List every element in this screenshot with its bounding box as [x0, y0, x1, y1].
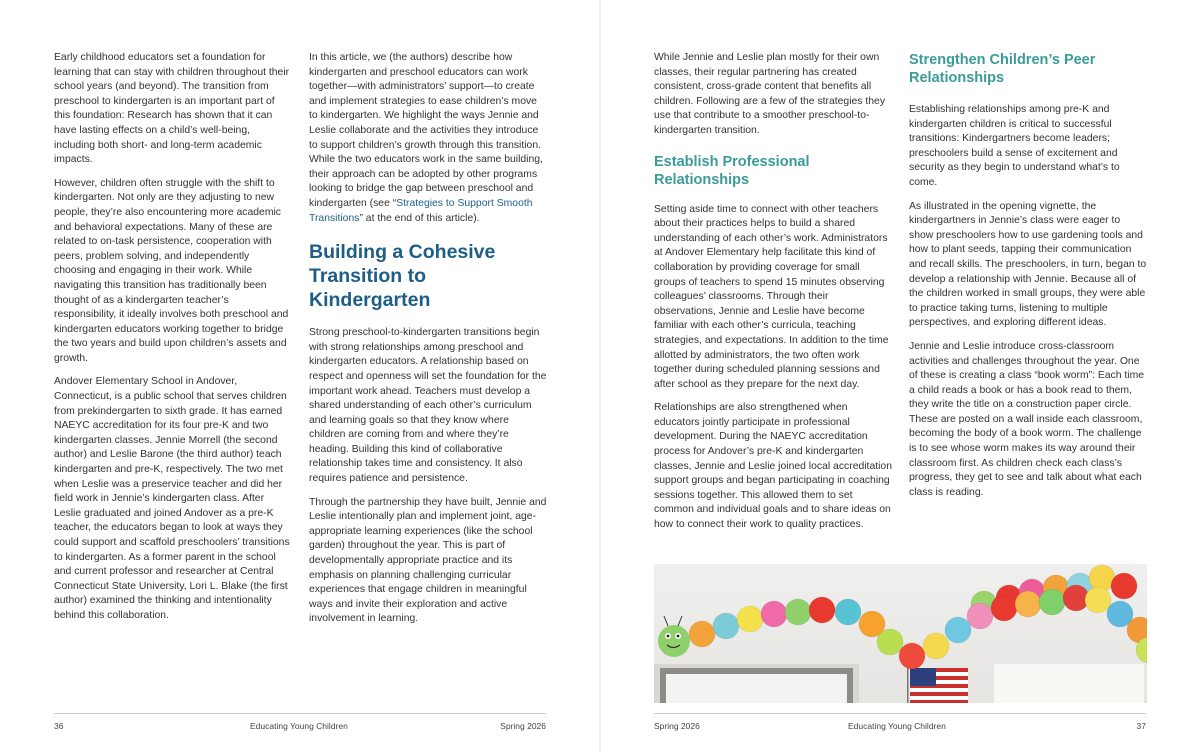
body-paragraph: Establishing relationships among pre-K and kindergarten children is critical to successful transitions: Kindergartners become leaders; preschoolers build a sense of excitement and security as they begin to understand what’s to come. [909, 104, 1120, 188]
book-worm-illustration [654, 564, 1147, 703]
worm-segment [1039, 589, 1065, 615]
worm-segment [689, 621, 715, 647]
worm-segment [991, 595, 1017, 621]
body-paragraph: Andover Elementary School in Andover, Connecticut, is a public school that serves children from prekindergarten to sixth grade. It has earned NAEYC accreditation for its four pre-K and two kindergarten classes. Jennie Morrell (the second author) and Leslie Barone (the third author) teach kindergarten and pre-K, respectively. The two met when Leslie was a preservice teacher and did her field work in Jennie’s kindergarten class. After Leslie graduated and joined Andover as a pre-K teacher, the educators began to look at ways they could support and scaffold preschoolers’ transitions to kindergarten. As a former parent in the school and current professor and researcher at Central Connecticut State University, Lori L. Blake (the first author) examined the thinking and intentionality behind this collaboration. [54, 376, 290, 621]
handprint-poster [994, 664, 1144, 703]
issue-date: Spring 2026 [500, 721, 546, 731]
worm-antenna [678, 616, 682, 626]
body-paragraph: Early childhood educators set a foundation for learning that can stay with children throughout their school years (and beyond). The transition from preschool to kindergarten is an important part of this foundation: Research has shown that it can have lasting effects on a child’s well-being, including both short- and long-term academic impacts. [54, 52, 290, 166]
worm-pupil [677, 635, 680, 638]
body-paragraph: However, children often struggle with the shift to kindergarten. Not only are they adjusting to new people, they’re also encountering more academic and behavioral expectations. Many of these are related to on-task persistence, cooperation with peers, problem solving, and independently choosing and engaging in their work. While navigating this transition has traditionally been thought of as a kindergarten teacher’s responsibility, it ideally involves both preschool and kindergarten educators working together to bridge the two years and build upon children’s assets and growth. [54, 177, 289, 364]
worm-segment [1085, 587, 1111, 613]
worm-segment [923, 633, 949, 659]
intro-text-end: ” at the end of this article). [359, 212, 480, 224]
intro-paragraph: While Jennie and Leslie plan mostly for their own classes, their regular partnering has created consistent, cross-grade content that benefits all children. Following are a few of the strategies they use that contribute to a smoother preschool-to-kindergarten transition. [654, 52, 886, 136]
right-column-2 [909, 51, 1147, 509]
worm-antenna [664, 616, 668, 626]
worm-segment [713, 613, 739, 639]
page-gutter [599, 0, 601, 752]
worm-head-circle [658, 625, 690, 657]
worm-segment [737, 606, 763, 632]
intro-text: In this article, we (the authors) describe how kindergarten and preschool educators can work together—with administrators’ support—to create and implement strategies to ease children’s move to kindergarten. We highlight the ways Jennie and Leslie collaborate and the activities they introduce to support children’s growth through this transition. While the two educators work in the same building, their approach can be adopted by other programs looking to bridge the gap between preschool and kindergarten (see “ [309, 52, 543, 209]
section-heading-professional-relationships: Establish Professional Relationships [654, 153, 810, 188]
worm-segment [877, 629, 903, 655]
worm-segment [1111, 573, 1137, 599]
body-paragraph: Strong preschool-to-kindergarten transitions begin with strong relationships among preschool and kindergarten educators. A relationship based on respect and openness will set the foundation for the important work ahead. Teachers must develop a shared understanding of each other’s curriculum and learning goals so that they know where children are coming from and where they’re heading. Building this kind of collaborative relationship takes time and consistency. It also requires patience and persistence. [309, 327, 547, 485]
body-paragraph: Relationships are also strengthened when educators jointly participate in professional development. During the NAEYC accreditation process for Andover’s pre-K and kindergarten classes, Jennie and Leslie joined local accreditation support groups and began participating in coaching sessions together. This allowed them to set common and individual goals and to share ideas on how to connect their work to quality practices. [654, 402, 892, 531]
right-page-footer [654, 713, 1146, 734]
strategies-link[interactable]: Strategies to Support Smooth Transitions [309, 197, 533, 224]
magazine-title: Educating Young Children [848, 721, 946, 731]
worm-body [689, 565, 1147, 669]
flag-stripe [910, 700, 968, 703]
magazine-title: Educating Young Children [250, 721, 348, 731]
body-paragraph: As illustrated in the opening vignette, the kindergartners in Jennie’s class were eager to show preschoolers how to use gardening tools and how to plant seeds, tapping their communication and recall skills. The preschoolers, in turn, began to develop a relationship with Jennie. Because all of the children worked in small groups, they were able to practice taking turns, listening to multiple perspectives, and exploring different ideas. [909, 200, 1147, 329]
right-column-1 [654, 51, 892, 542]
left-column-1 [54, 51, 290, 633]
body-paragraph: Setting aside time to connect with other teachers about their practices helps to build a shared understanding of each other’s work. Administrators at Andover Elementary help facilitate this kind of collaboration by providing coverage for small groups of teachers to spend 15 minutes observing colleagues’ classrooms. Through their observations, Jennie and Leslie have become familiar with each other’s curricula, teaching strategies, and expectations. In addition to the time allotted by administrators, the two often work together during scheduled planning sessions and after school as they prepare for the next day. [654, 203, 889, 390]
book-worm-photo [654, 564, 1147, 703]
body-paragraph: Through the partnership they have built, Jennie and Leslie intentionally plan and implement joint, age-appropriate learning experiences (like the school garden) throughout the year. This is part of developmentally appropriate practice and its emphasis on planning challenging curricular experiences that engage children in meaningful ways and invite their exploration and active involvement in learning. [309, 496, 547, 625]
intro-paragraph [309, 51, 547, 226]
section-heading-peer-relationships: Strengthen Children’s Peer Relationships [909, 52, 1096, 86]
issue-date: Spring 2026 [654, 721, 700, 731]
worm-pupil [667, 635, 670, 638]
section-heading-cohesive-transition: Building a Cohesive Transition to Kindergarten [309, 241, 496, 312]
worm-segment [809, 597, 835, 623]
worm-segment [785, 599, 811, 625]
worm-segment [835, 599, 861, 625]
left-column-2 [309, 51, 547, 636]
worm-segment [945, 617, 971, 643]
worm-segment [761, 601, 787, 627]
page-number: 37 [1136, 721, 1146, 731]
worm-segment [899, 643, 925, 669]
flag-canton [910, 668, 936, 686]
page-number: 36 [54, 721, 64, 731]
worm-segment [967, 603, 993, 629]
worm-head [658, 616, 690, 657]
flag-stripe [910, 692, 968, 696]
left-page-footer [54, 713, 546, 734]
doorway-panel [666, 674, 847, 703]
body-paragraph: Jennie and Leslie introduce cross-classroom activities and challenges throughout the year. One of these is creating a class “book worm”: Each time a child reads a book or has a book read to them, they write the title on a construction paper circle. These are posted on a wall inside each classroom, becoming the body of a book worm. The challenge is to see whose worm makes its way around their classroom first. As children check each class’s progress, they get to see and talk about what each class is reading. [909, 340, 1145, 498]
worm-segment [1015, 591, 1041, 617]
